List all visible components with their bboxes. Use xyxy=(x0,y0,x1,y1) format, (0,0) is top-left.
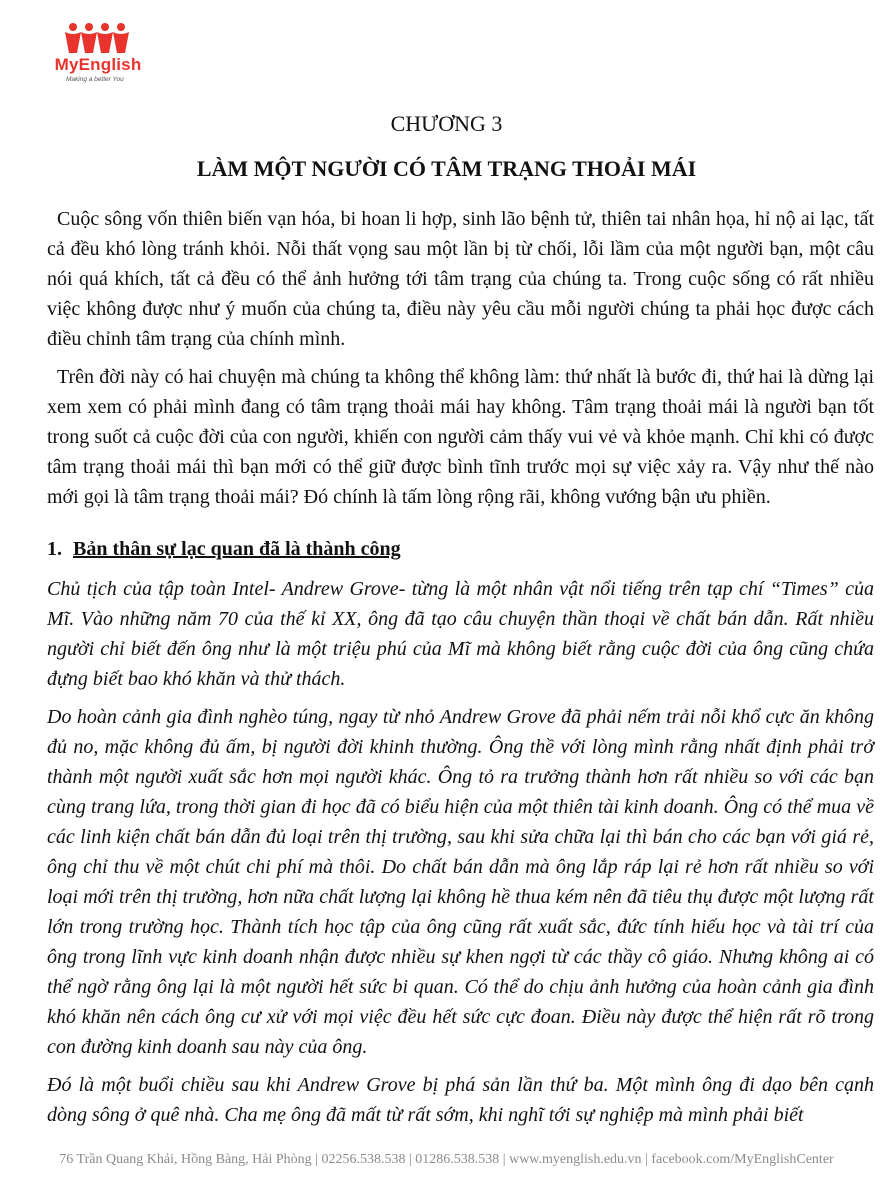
section-paragraph-1: Chủ tịch của tập toàn Intel- Andrew Grove- từng là một nhân vật nổi tiếng trên tạp chí “Times” của Mĩ. Vào những năm 70 của thế kỉ XX, ông đã tạo câu chuyện thần thoại về chất bán dẫn. Rất nhiều người chỉ biết đến ông như là một triệu phú của Mĩ mà không biết rằng cuộc đời của ông cũng chứa đựng biết bao khó khăn và thử thách. xyxy=(47,578,874,690)
section-number: 1. xyxy=(47,538,62,560)
chapter-label: CHƯƠNG 3 xyxy=(390,111,503,136)
section-title: Bản thân sự lạc quan đã là thành công xyxy=(73,538,401,560)
people-logo-icon xyxy=(64,22,130,54)
logo-tagline: Making a better You xyxy=(66,76,124,83)
section-heading xyxy=(47,534,874,564)
section-paragraph-2: Do hoàn cảnh gia đình nghèo túng, ngay từ nhỏ Andrew Grove đã phải nếm trải nỗi khổ cực ăn không đủ no, mặc không đủ ấm, bị người đời khinh thường. Ông thề với lòng mình rằng nhất định phải trở thành một người xuất sắc hơn mọi người khác. Ông tỏ ra trưởng thành hơn rất nhiều so với các bạn cùng trang lứa, trong thời gian đi học đã có biểu hiện của một thiên tài kinh doanh. Ông có thể mua về các linh kiện chất bán dẫn đủ loại trên thị trường, sau khi sửa chữa lại thì bán cho các bạn với giá rẻ, ông chỉ thu về một chút chi phí mà thôi. Do chất bán dẫn mà ông lắp ráp lại rẻ hơn rất nhiều so với loại mới trên thị trường, hơn nữa chất lượng lại không hề thua kém nên đã tiêu thụ được một lượng rất lớn trong trường học. Thành tích học tập của ông cũng rất xuất sắc, đức tính hiếu học và tài trí của ông trong lĩnh vực kinh doanh nhận được nhiều sự khen ngợi từ các thầy cô giáo. Nhưng không ai có thể ngờ rằng ông lại là một người hết sức bi quan. Có thể do chịu ảnh hưởng của hoàn cảnh gia đình khó khăn nên cách ông cư xử với mọi việc đều hết sức cực đoan. Điều này được thể hiện rất rõ trong con đường kinh doanh sau này của ông. xyxy=(47,706,874,1058)
page-footer: 76 Trần Quang Khải, Hồng Bàng, Hải Phòng | 02256.538.538 | 01286.538.538 | www.myenglish.edu.vn | facebook.com/MyEnglishCenter xyxy=(59,1152,834,1167)
logo-name: MyEnglish xyxy=(54,55,142,74)
page-content xyxy=(47,204,874,1130)
chapter-title: LÀM MỘT NGƯỜI CÓ TÂM TRẠNG THOẢI MÁI xyxy=(196,156,697,181)
intro-paragraph-2: Trên đời này có hai chuyện mà chúng ta không thể không làm: thứ nhất là bước đi, thứ hai là dừng lại xem xem có phải mình đang có tâm trạng thoải mái hay không. Tâm trạng thoải mái là người bạn tốt trong suốt cả cuộc đời của con người, khiến con người cảm thấy vui vẻ và khỏe mạnh. Chỉ khi có được tâm trạng thoải mái thì bạn mới có thể giữ được bình tĩnh trước mọi sự việc xảy ra. Vậy như thế nào mới gọi là tâm trạng thoải mái? Đó chính là tấm lòng rộng rãi, không vướng bận ưu phiền. xyxy=(47,366,874,508)
intro-paragraph-1: Cuộc sông vốn thiên biến vạn hóa, bi hoan li hợp, sinh lão bệnh tử, thiên tai nhân họa, hỉ nộ ai lạc, tất cả đều khó lòng tránh khỏi. Nỗi thất vọng sau một lần bị từ chối, lỗi lầm của một người bạn, một câu nói quá khích, tất cả đều có thể ảnh hưởng tới tâm trạng của chúng ta. Trong cuộc sống có rất nhiều việc không được như ý muốn của chúng ta, điều này yêu cầu mỗi người chúng ta phải học được cách điều chỉnh tâm trạng của chính mình. xyxy=(47,208,874,350)
brand-logo xyxy=(48,22,148,86)
section-paragraph-3: Đó là một buổi chiều sau khi Andrew Grove bị phá sản lần thứ ba. Một mình ông đi dạo bên cạnh dòng sông ở quê nhà. Cha mẹ ông đã mất từ rất sớm, khi nghĩ tới sự nghiệp mà mình phải biết xyxy=(47,1074,874,1126)
